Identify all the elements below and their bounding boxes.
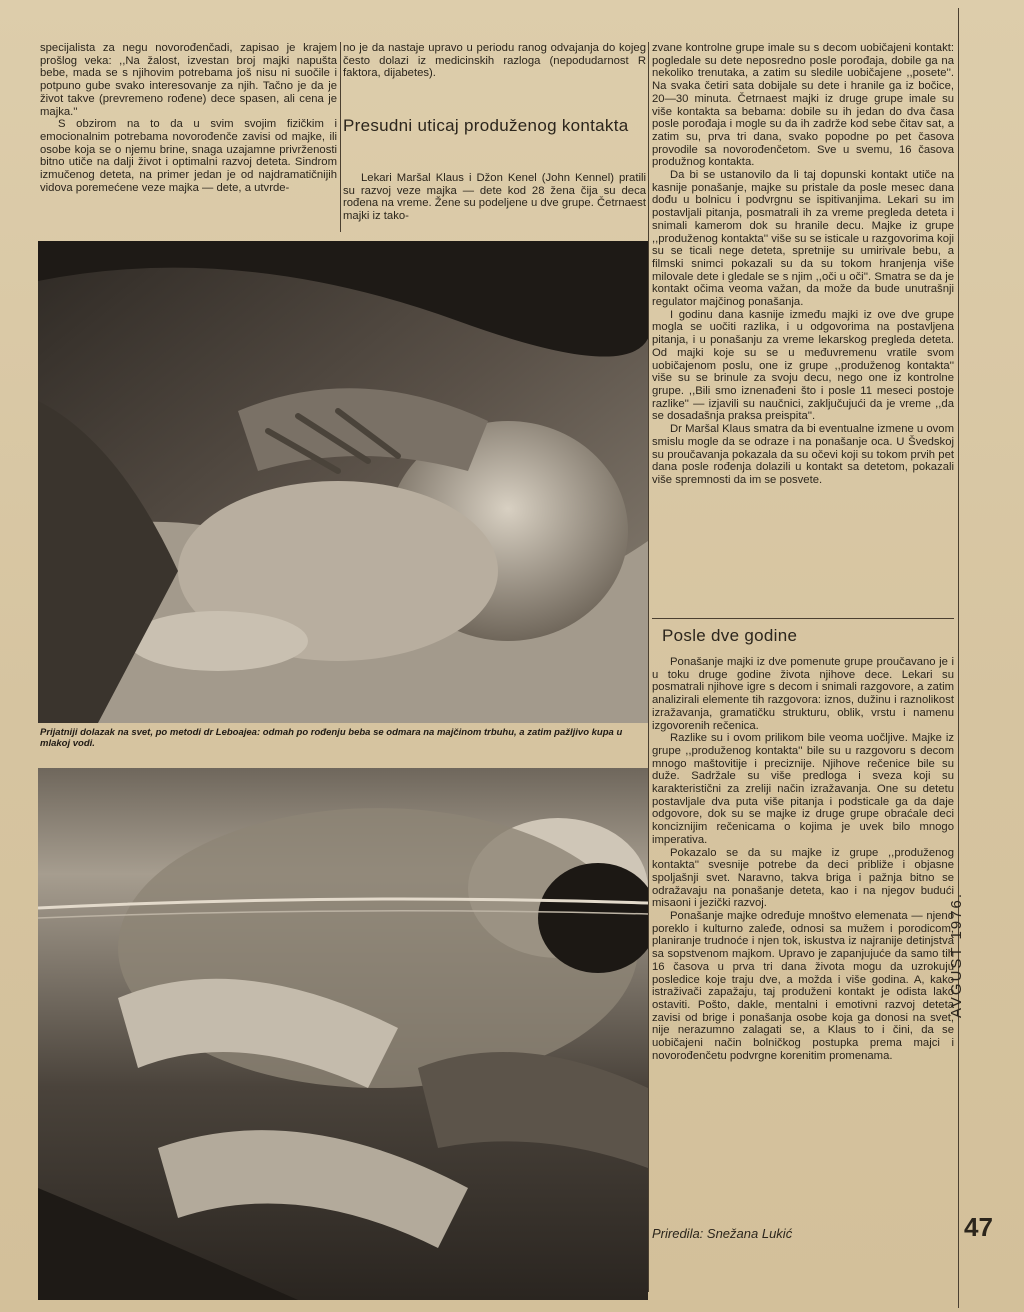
newborn-on-mother-photo (38, 241, 648, 723)
paragraph: Pokazalo se da su majke iz grupe ,,produženog kontakta'' svesnije potrebe da deci približe i objasne spoljašnji svet. Naravno, takva briga i pažnja bitno se odražavaju na ponašanje deteta, kao i na njegov budući misaoni i jezički razvoj. (652, 846, 954, 910)
page-number: 47 (964, 1212, 993, 1242)
section-rule (652, 618, 954, 619)
author-byline: Priredila: Snežana Lukić (652, 1226, 793, 1241)
article-column-1 (40, 42, 337, 194)
column-divider (340, 42, 341, 232)
paragraph: Ponašanje majke određuje mnoštvo elemenata — njeno poreklo i kulturno zaleđe, odnosi sa mužem i porodicom, planiranje trudnoće i njen tok, iskustva iz najranije detinjstva sa sopstvenom majkom. Upravo je zapanjujuće da samo tih 16 časova u prva tri dana života mogu da uzrokuju posledice koje traju dve, a možda i više godina. A, kako istraživači zapažaju, taj produženi kontakt je odista lako ostaviti. Pošto, dakle, mentalni i emotivni razvoj deteta zavisi od brige i ponašanja osobe koja ga donosi na svet, nije nerazumno zalagati se, a Klaus to i čini, da se uobičajeni način bolničkog postupka prema majci i novorođenčetu podvrgne korenitim promenama. (652, 910, 954, 1062)
article-column-3 (652, 42, 954, 487)
article-column-2 (343, 42, 646, 80)
paragraph: no je da nastaje upravo u periodu ranog odvajanja do kojeg često dolazi iz medicinskih razloga (nepodudarnost R faktora, dijabetes). (343, 42, 646, 80)
paragraph: I godinu dana kasnije između majki iz ove dve grupe mogla se uočiti razlika, i u odgovorima na postavljena pitanja, i u ponašanju za vreme lekarskog pregleda deteta. Od majki koje su se u međuvremenu vratile svom uobičajenom poslu, one iz grupe ,,produženog kontakta'' više su se brinule za svoju decu, nego one iz kontrolne grupe. ,,Bili smo iznenađeni što i posle 11 meseci postoje razlike'' — izjavili su naučnici, zaključujući da je vreme ,,da se dosadašnja praksa preispita''. (652, 308, 954, 423)
paragraph: specijalista za negu novorođenčadi, zapisao je krajem prošlog veka: ,,Na žalost, izvestan broj majki napušta bebe, mada se s njihovim potrebama još nisu ni suočile i potpuno gube svako interesovanje za njih. Tačno je da je život takve (prevremeno rođene) dece spasen, ali cena je majka.'' (40, 42, 337, 118)
paragraph: S obzirom na to da u svim svojim fizičkim i emocionalnim potrebama novorođenče zavisi od majke, ili osobe koja se o njemu brine, snaga uzajamne privrženosti bitno utiče na dalji život i optimalni razvoj deteta. Sindrom izmučenog deteta, na primer jedan je od najdramatičnijih vidova poremećene veze majka — dete, a utvrde- (40, 118, 337, 194)
newborn-on-mother-illustration (38, 241, 648, 723)
section-heading: Presudni uticaj produženog kontakta (343, 116, 629, 135)
article-column-3-section-2 (652, 656, 954, 1063)
margin-rule (958, 8, 959, 1308)
article-column-2-continued (343, 172, 646, 223)
baby-bath-illustration (38, 768, 648, 1300)
paragraph: Dr Maršal Klaus smatra da bi eventualne izmene u ovom smislu mogle da se odraze i na ponašanje oca. U Švedskoj su proučavanja pokazala da su očevi koji su tokom prvih pet dana posle rođenja dolazili u kontakt sa detetom, pokazali više spremnosti da im se posvete. (652, 423, 954, 486)
paragraph: Da bi se ustanovilo da li taj dopunski kontakt utiče na kasnije ponašanje, majke su pristale da posle mesec dana dođu u bolnicu i podvrgnu se ispitivanjima. Lekari su im postavljali pitanja, posmatrali ih za vreme pregleda deteta i snimali kamerom dok su hranile decu. Majke iz grupe ,,produženog kontakta'' više su se isticale u razgovorima koji su se ticali nege deteta, spretnije su umirivale bebu, a filmski snimci pokazali su da su tokom hranjenja više milovale dete i gledale se s njim ,,oči u oči''. Smatra se da je kontakt očima veoma važan, da može da bude unutrašnji regulator majčinog ponašanja. (652, 169, 954, 309)
paragraph: Ponašanje majki iz dve pomenute grupe proučavano je i u toku druge godine života njihove dece. Lekari su posmatrali njihove igre s decom i snimali razgovore, a zatim analizirali elemente tih razgovora: iznos, dužinu i raznolikost izražavanja, gramatičku strukturu, oblik, vrstu i namenu izgovorenih rečenica. (652, 656, 954, 732)
paragraph: Razlike su i ovom prilikom bile veoma uočljive. Majke iz grupe ,,produženog kontakta'' bile su u razgovoru s decom mnogo maštovitije i preciznije. Njihove rečenice bile su duže. Sadržale su više predloga i sveza koji su karakteristični za zreliji način izražavanja. One su detetu postavljale dva puta više pitanja i podsticale ga da daje odgovore, dok su se majke iz druge grupe obraćale deci konciznijim rečenicama o kojima je uvek bilo mnogo imperativa. (652, 732, 954, 846)
column-divider (648, 42, 649, 1292)
baby-bath-photo (38, 768, 648, 1300)
photo-caption: Prijatniji dolazak na svet, po metodi dr Leboajea: odmah po rođenju beba se odmara na majčinom trbuhu, a zatim pažljivo kupa u mlakoj vodi. (40, 727, 623, 749)
paragraph: zvane kontrolne grupe imale su s decom uobičajeni kontakt: pogledale su dete neposredno posle porođaja, dobile ga na nekoliko trenutaka, a zatim su sledile uobičajene ,,posete''. Na svaka četiri sata dobijale su dete i hranile ga iz bočice, 20—30 minuta. Četrnaest majki iz druge grupe imale su više kontakta sa bebama: dobile su ih jedan do dva časa posle porođaja i mogle su da ih zadrže kod sebe čitav sat, a zatim su, prva tri dana, svako popodne po pet časova provodile sa novorođenčetom. Sve u svemu, 16 časova produžnog kontakta. (652, 42, 954, 169)
issue-date: AVGUST 1976. (948, 892, 965, 1018)
paragraph: Lekari Maršal Klaus i Džon Kenel (John Kennel) pratili su razvoj veze majka — dete kod 28 žena čija su deca rođena na vreme. Žene su podeljene u dve grupe. Četrnaest majki iz tako- (343, 172, 646, 223)
section-heading: Posle dve godine (662, 626, 798, 645)
